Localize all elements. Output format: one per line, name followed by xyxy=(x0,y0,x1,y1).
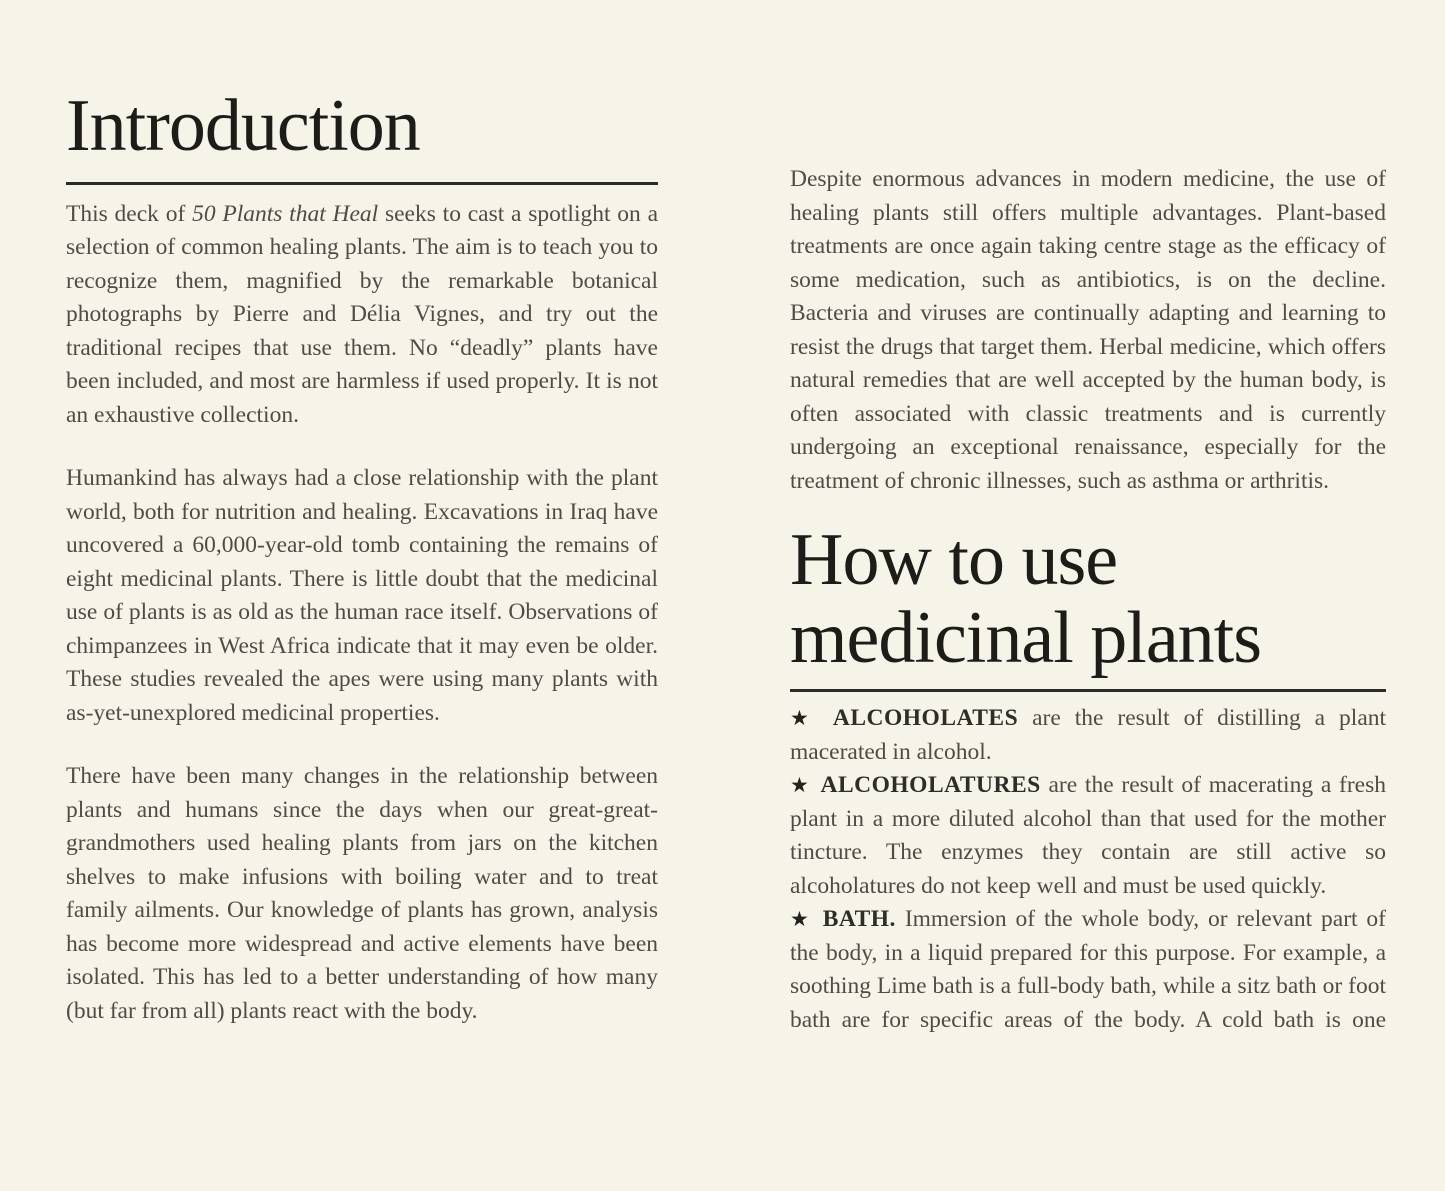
entry-text: are the result of distilling a plant macerated in alcohol. xyxy=(790,705,1387,765)
advantages-paragraph: Despite enormous advances in modern medicine, the use of healing plants still offers multiple advantages. Plant-based treatments are once again taking centre stage as the efficacy of some medication, such as antibiotics, is on the decline. Bacteria and viruses are continually adapting and learning to resist the drugs that target them. Herbal medicine, which offers natural remedies that are well accepted by the human body, is often associated with classic treatments and is currently undergoing an exceptional renaissance, especially for the treatment of chronic illnesses, such as asthma or arthritis. xyxy=(790,166,1386,494)
intro-paragraph-1-after: seeks to cast a spotlight on a selection of common healing plants. The aim is to teach you to recognize them, magnified by the remarkable botanical photographs by Pierre and Délia Vignes, and try out the traditional recipes that use them. No “deadly” plants have been included, and most are harmless if used properly. It is not an exhaustive collection. xyxy=(66,200,659,428)
star-icon: ★ xyxy=(790,773,813,798)
howto-heading xyxy=(790,519,1386,679)
intro-paragraph-1-before: This deck of xyxy=(66,200,193,227)
entry-term: ALCOHOLATURES xyxy=(820,772,1041,799)
usage-entry-bath xyxy=(790,903,1386,1037)
intro-paragraph-3: There have been many changes in the relationship between plants and humans since the days when our great-great-grandmothers used healing plants from jars on the kitchen shelves to make infusions with boiling water and to treat family ailments. Our knowledge of plants has grown, analysis has become more widespread and active elements have been isolated. This has led to a better understanding of how many (but far from all) plants react with the body. xyxy=(66,763,658,1024)
intro-paragraph-1 xyxy=(66,198,658,433)
introduction-heading: Introduction xyxy=(66,85,420,167)
usage-entries xyxy=(790,702,1386,1037)
deck-title-italic: 50 Plants that Heal xyxy=(192,200,379,227)
usage-entry-alcoholates xyxy=(790,702,1386,769)
introduction-heading-rule xyxy=(66,182,658,185)
right-column xyxy=(790,163,1386,1037)
howto-heading-line-1: How to use xyxy=(790,519,1118,601)
star-icon: ★ xyxy=(790,706,819,731)
star-icon: ★ xyxy=(790,907,814,932)
entry-term: BATH. xyxy=(822,906,896,933)
howto-heading-line-2: medicinal plants xyxy=(790,596,1262,679)
entry-text: Immersion of the whole body, or relevant part of the body, in a liquid prepared for this purpose. For example, a soothing Lime bath is a full-body bath, while a sitz bath or foot bath are for specific areas of the body. A cold bath is one xyxy=(790,906,1387,1033)
usage-entry-alcoholatures xyxy=(790,769,1386,903)
intro-paragraph-2: Humankind has always had a close relationship with the plant world, both for nutrition and healing. Excavations in Iraq have uncovered a 60,000-year-old tomb containing the remains of eight medicinal plants. There is little doubt that the medicinal use of plants is as old as the human race itself. Observations of chimpanzees in West Africa indicate that it may even be older. These studies revealed the apes were using many plants with as-yet-unexplored medicinal properties. xyxy=(66,465,658,726)
howto-heading-rule xyxy=(790,689,1386,692)
entry-text: are the result of macerating a fresh plant in a more diluted alcohol than that used for the mother tincture. The enzymes they contain are still active so alcoholatures do not keep well and must be used quickly. xyxy=(790,772,1387,899)
left-column xyxy=(66,85,659,1028)
entry-term: ALCOHOLATES xyxy=(832,705,1019,732)
